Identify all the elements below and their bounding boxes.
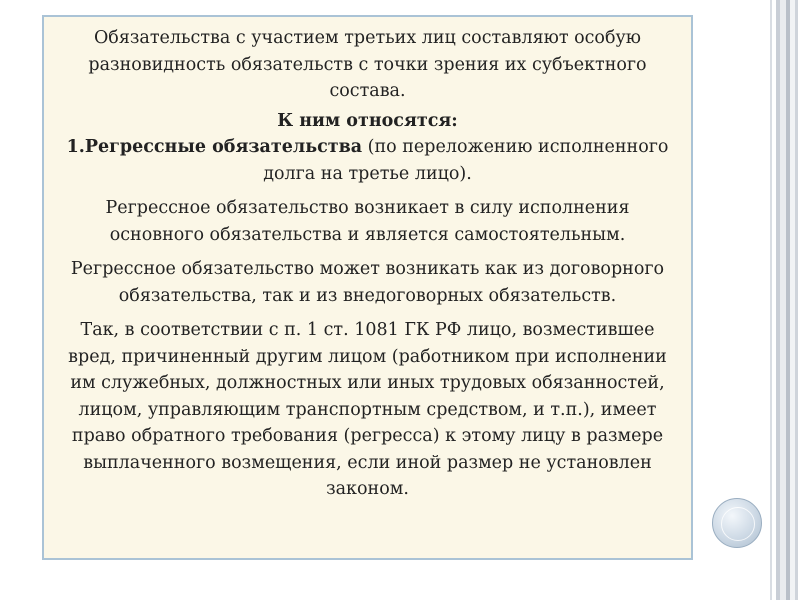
- decorative-circle: [712, 498, 762, 548]
- list-heading: К ним относятся:: [277, 110, 458, 131]
- regress-paragraph-2: Регрессное обязательство может возникать как из договорного обязательства, так и из внедоговорных обязательств.: [70, 259, 665, 306]
- right-decorative-stripes: [764, 0, 800, 600]
- list-item-regress-title: 1.Регрессные обязательства: [66, 137, 363, 157]
- intro-paragraph: Обязательства с участием третьих лиц составляют особую разновидность обязательств с точки зрения их субъектного состава.: [88, 28, 647, 101]
- slide-content-box: [42, 15, 693, 560]
- list-item-regress: [58, 134, 677, 187]
- list-item-regress-desc: (по переложению исполненного долга на третье лицо).: [263, 137, 669, 184]
- regress-paragraph-1: Регрессное обязательство возникает в силу исполнения основного обязательства и является самостоятельным.: [105, 198, 630, 245]
- civil-code-paragraph: Так, в соответствии с п. 1 ст. 1081 ГК РФ лицо, возместившее вред, причиненный другим лицом (работником при исполнении им служебных, должностных или иных трудовых обязанностей, лицом, управляющим транспортным средством, и т.п.), имеет право обратного требования (регресса) к этому лицу в размере выплаченного возмещения, если иной размер не установлен законом.: [68, 320, 667, 499]
